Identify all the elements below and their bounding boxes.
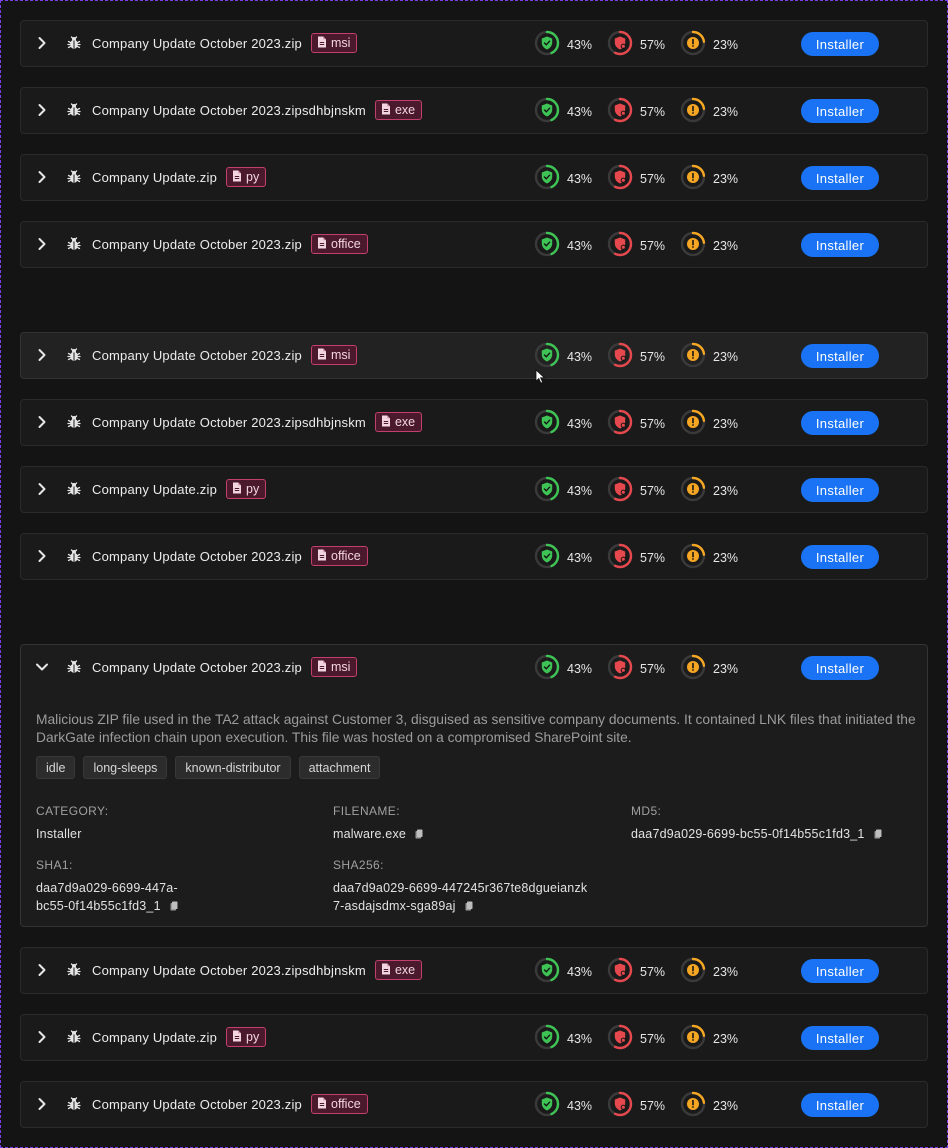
suspicious-score xyxy=(680,957,738,986)
malicious-score xyxy=(607,654,665,683)
chevron-right-icon[interactable] xyxy=(34,1029,50,1045)
bug-icon xyxy=(66,102,82,118)
clean-score xyxy=(534,543,592,572)
file-name: Company Update.zip xyxy=(92,1030,217,1045)
sha256-field xyxy=(333,858,587,915)
suspicious-score xyxy=(680,30,738,59)
chevron-right-icon[interactable] xyxy=(34,35,50,51)
shield-alert-icon xyxy=(607,231,633,260)
installer-button[interactable]: Installer xyxy=(801,1026,879,1050)
shield-check-icon xyxy=(534,1024,560,1053)
file-row-header[interactable] xyxy=(21,948,927,993)
file-row[interactable] xyxy=(20,332,928,379)
suspicious-percent: 23% xyxy=(713,37,739,52)
file-row-header[interactable] xyxy=(21,467,927,512)
clean-score xyxy=(534,164,592,193)
installer-button[interactable]: Installer xyxy=(801,959,879,983)
suspicious-score xyxy=(680,1091,738,1120)
malicious-percent: 57% xyxy=(640,104,666,119)
md5-field xyxy=(631,804,882,843)
suspicious-score xyxy=(680,476,738,505)
bug-icon xyxy=(66,1096,82,1112)
bug-icon xyxy=(66,962,82,978)
file-type-tag xyxy=(226,167,266,187)
file-row[interactable] xyxy=(20,1014,928,1061)
warning-icon xyxy=(680,476,706,505)
file-type-label: exe xyxy=(394,415,416,429)
clean-percent: 43% xyxy=(567,104,593,119)
document-icon xyxy=(381,415,391,430)
bug-icon xyxy=(66,347,82,363)
malicious-percent: 57% xyxy=(640,37,666,52)
file-row-header[interactable] xyxy=(21,155,927,200)
installer-button[interactable]: Installer xyxy=(801,32,879,56)
suspicious-score xyxy=(680,231,738,260)
shield-alert-icon xyxy=(607,957,633,986)
warning-icon xyxy=(680,409,706,438)
file-row-header[interactable] xyxy=(21,88,927,133)
installer-button[interactable]: Installer xyxy=(801,344,879,368)
sha256-value-line1: daa7d9a029-6699-447245r367te8dgueianzk xyxy=(333,881,588,895)
suspicious-percent: 23% xyxy=(713,171,739,186)
bug-icon xyxy=(66,1029,82,1045)
file-row[interactable] xyxy=(20,87,928,134)
document-icon xyxy=(232,1030,242,1045)
document-icon xyxy=(381,963,391,978)
file-type-label: exe xyxy=(394,963,416,977)
file-row[interactable] xyxy=(20,1081,928,1128)
file-row-header[interactable] xyxy=(21,1015,927,1060)
sha1-value-line2: bc55-0f14b55c1fd3_1 xyxy=(36,899,161,913)
file-name: Company Update October 2023.zip xyxy=(92,237,302,252)
file-group xyxy=(20,20,928,288)
file-type-label: office xyxy=(331,1097,361,1111)
clean-percent: 43% xyxy=(567,171,593,186)
installer-button[interactable]: Installer xyxy=(801,478,879,502)
clean-percent: 43% xyxy=(567,416,593,431)
malicious-percent: 57% xyxy=(640,661,666,676)
clean-percent: 43% xyxy=(567,37,593,52)
document-icon xyxy=(317,237,327,252)
file-name: Company Update October 2023.zipsdhbjnskm xyxy=(92,963,366,978)
warning-icon xyxy=(680,231,706,260)
file-name: Company Update October 2023.zip xyxy=(92,1097,302,1112)
document-icon xyxy=(232,482,242,497)
file-type-tag xyxy=(311,657,357,677)
malicious-score xyxy=(607,957,665,986)
malicious-score xyxy=(607,543,665,572)
suspicious-percent: 23% xyxy=(713,1031,739,1046)
file-row[interactable] xyxy=(20,399,928,446)
bug-icon xyxy=(66,548,82,564)
shield-check-icon xyxy=(534,409,560,438)
malicious-percent: 57% xyxy=(640,349,666,364)
suspicious-score xyxy=(680,409,738,438)
file-type-label: msi xyxy=(331,660,351,674)
warning-icon xyxy=(680,654,706,683)
malicious-percent: 57% xyxy=(640,1098,666,1113)
file-type-label: py xyxy=(246,170,260,184)
file-type-tag xyxy=(375,100,422,120)
shield-alert-icon xyxy=(607,543,633,572)
sha1-value-line1: daa7d9a029-6699-447a- xyxy=(36,881,178,895)
suspicious-percent: 23% xyxy=(713,1098,739,1113)
malicious-percent: 57% xyxy=(640,550,666,565)
document-icon xyxy=(317,660,327,675)
bug-icon xyxy=(66,169,82,185)
shield-check-icon xyxy=(534,1091,560,1120)
filename-field xyxy=(333,804,423,843)
suspicious-percent: 23% xyxy=(713,550,739,565)
suspicious-score xyxy=(680,1024,738,1053)
file-row[interactable] xyxy=(20,466,928,513)
file-type-tag xyxy=(311,546,368,566)
file-row-header[interactable] xyxy=(21,400,927,445)
category-label: CATEGORY: xyxy=(36,804,109,818)
file-row[interactable] xyxy=(20,154,928,201)
filename-value: malware.exe xyxy=(333,827,407,841)
warning-icon xyxy=(680,164,706,193)
suspicious-percent: 23% xyxy=(713,238,739,253)
installer-button[interactable]: Installer xyxy=(801,656,879,680)
chevron-right-icon[interactable] xyxy=(34,347,50,363)
copy-icon[interactable] xyxy=(406,827,423,841)
sha1-field xyxy=(36,858,178,915)
malicious-score xyxy=(607,231,665,260)
chevron-right-icon[interactable] xyxy=(34,414,50,430)
clean-score xyxy=(534,1024,592,1053)
clean-score xyxy=(534,654,592,683)
clean-percent: 43% xyxy=(567,483,593,498)
malicious-score xyxy=(607,164,665,193)
md5-label: MD5: xyxy=(631,804,662,818)
document-icon xyxy=(317,1097,327,1112)
document-icon xyxy=(317,36,327,51)
file-row-header[interactable] xyxy=(21,1082,927,1127)
malicious-score xyxy=(607,476,665,505)
suspicious-score xyxy=(680,164,738,193)
category-field xyxy=(36,804,109,843)
copy-icon[interactable] xyxy=(456,899,473,913)
shield-alert-icon xyxy=(607,164,633,193)
clean-score xyxy=(534,97,592,126)
shield-check-icon xyxy=(534,164,560,193)
chevron-right-icon[interactable] xyxy=(34,102,50,118)
file-row-header[interactable] xyxy=(21,534,927,579)
behavior-chip[interactable]: attachment xyxy=(299,756,381,779)
shield-check-icon xyxy=(534,30,560,59)
file-name: Company Update October 2023.zip xyxy=(92,36,302,51)
installer-button[interactable]: Installer xyxy=(801,99,879,123)
file-row[interactable] xyxy=(20,947,928,994)
chevron-right-icon[interactable] xyxy=(34,236,50,252)
clean-score xyxy=(534,1091,592,1120)
suspicious-percent: 23% xyxy=(713,483,739,498)
md5-value: daa7d9a029-6699-bc55-0f14b55c1fd3_1 xyxy=(631,827,865,841)
warning-icon xyxy=(680,342,706,371)
shield-check-icon xyxy=(534,654,560,683)
behavior-chip[interactable]: idle xyxy=(36,756,75,779)
file-type-tag xyxy=(311,1094,368,1114)
copy-icon[interactable] xyxy=(161,899,178,913)
file-type-label: msi xyxy=(331,36,351,50)
clean-score xyxy=(534,476,592,505)
file-row-header[interactable] xyxy=(21,333,927,378)
file-name: Company Update October 2023.zip xyxy=(92,549,302,564)
file-name: Company Update October 2023.zipsdhbjnskm xyxy=(92,415,366,430)
shield-check-icon xyxy=(534,231,560,260)
document-icon xyxy=(317,549,327,564)
shield-alert-icon xyxy=(607,1024,633,1053)
file-group xyxy=(20,644,928,1148)
clean-percent: 43% xyxy=(567,550,593,565)
clean-percent: 43% xyxy=(567,238,593,253)
file-row[interactable] xyxy=(20,20,928,67)
file-name: Company Update October 2023.zip xyxy=(92,660,302,675)
malicious-score xyxy=(607,1024,665,1053)
file-type-label: office xyxy=(331,237,361,251)
shield-alert-icon xyxy=(607,654,633,683)
clean-score xyxy=(534,409,592,438)
file-name: Company Update October 2023.zipsdhbjnskm xyxy=(92,103,366,118)
warning-icon xyxy=(680,1024,706,1053)
file-description: Malicious ZIP file used in the TA2 attack against Customer 3, disguised as sensitive company documents. It contained LNK files that initiated the DarkGate infection chain upon execution. This file was hosted on a compromised SharePoint site. xyxy=(36,712,916,745)
warning-icon xyxy=(680,543,706,572)
document-icon xyxy=(317,348,327,363)
shield-check-icon xyxy=(534,476,560,505)
bug-icon xyxy=(66,659,82,675)
file-type-tag xyxy=(226,1027,266,1047)
file-row[interactable] xyxy=(20,644,928,927)
clean-percent: 43% xyxy=(567,661,593,676)
shield-check-icon xyxy=(534,543,560,572)
suspicious-score xyxy=(680,342,738,371)
installer-button[interactable]: Installer xyxy=(801,545,879,569)
malicious-percent: 57% xyxy=(640,171,666,186)
clean-percent: 43% xyxy=(567,1098,593,1113)
file-type-label: exe xyxy=(394,103,416,117)
shield-alert-icon xyxy=(607,342,633,371)
bug-icon xyxy=(66,481,82,497)
clean-score xyxy=(534,30,592,59)
document-icon xyxy=(232,170,242,185)
file-type-label: office xyxy=(331,549,361,563)
file-type-tag xyxy=(226,479,266,499)
file-row-header[interactable] xyxy=(21,645,927,690)
file-row[interactable] xyxy=(20,533,928,580)
clean-score xyxy=(534,342,592,371)
chevron-right-icon[interactable] xyxy=(34,1096,50,1112)
installer-button[interactable]: Installer xyxy=(801,1093,879,1117)
file-type-tag xyxy=(311,33,357,53)
installer-button[interactable]: Installer xyxy=(801,166,879,190)
copy-icon[interactable] xyxy=(865,827,882,841)
suspicious-percent: 23% xyxy=(713,416,739,431)
malicious-percent: 57% xyxy=(640,964,666,979)
clean-score xyxy=(534,231,592,260)
shield-check-icon xyxy=(534,957,560,986)
malicious-score xyxy=(607,342,665,371)
malicious-score xyxy=(607,409,665,438)
malicious-percent: 57% xyxy=(640,483,666,498)
suspicious-percent: 23% xyxy=(713,349,739,364)
shield-check-icon xyxy=(534,342,560,371)
malicious-percent: 57% xyxy=(640,1031,666,1046)
file-type-label: msi xyxy=(331,348,351,362)
warning-icon xyxy=(680,30,706,59)
malicious-percent: 57% xyxy=(640,238,666,253)
clean-score xyxy=(534,957,592,986)
file-group xyxy=(20,332,928,600)
document-icon xyxy=(381,103,391,118)
clean-percent: 43% xyxy=(567,964,593,979)
shield-alert-icon xyxy=(607,409,633,438)
shield-alert-icon xyxy=(607,1091,633,1120)
file-type-tag xyxy=(311,234,368,254)
suspicious-percent: 23% xyxy=(713,964,739,979)
malicious-percent: 57% xyxy=(640,416,666,431)
chevron-right-icon[interactable] xyxy=(34,169,50,185)
sha256-value-line2: 7-asdajsdmx-sga89aj xyxy=(333,899,456,913)
installer-button[interactable]: Installer xyxy=(801,233,879,257)
suspicious-score xyxy=(680,543,738,572)
sha1-label: SHA1: xyxy=(36,858,73,872)
category-value: Installer xyxy=(36,827,82,841)
malicious-score xyxy=(607,1091,665,1120)
suspicious-percent: 23% xyxy=(713,104,739,119)
clean-percent: 43% xyxy=(567,349,593,364)
behavior-chip[interactable]: long-sleeps xyxy=(83,756,167,779)
suspicious-score xyxy=(680,97,738,126)
file-type-label: py xyxy=(246,482,260,496)
suspicious-percent: 23% xyxy=(713,661,739,676)
file-name: Company Update.zip xyxy=(92,482,217,497)
bug-icon xyxy=(66,35,82,51)
filename-label: FILENAME: xyxy=(333,804,400,818)
suspicious-score xyxy=(680,654,738,683)
file-row-header[interactable] xyxy=(21,21,927,66)
behavior-chips xyxy=(36,756,380,779)
file-type-label: py xyxy=(246,1030,260,1044)
file-row-header[interactable] xyxy=(21,222,927,267)
warning-icon xyxy=(680,957,706,986)
malicious-score xyxy=(607,97,665,126)
shield-alert-icon xyxy=(607,97,633,126)
behavior-chip[interactable]: known-distributor xyxy=(175,756,290,779)
chevron-right-icon[interactable] xyxy=(34,548,50,564)
chevron-right-icon[interactable] xyxy=(34,481,50,497)
chevron-right-icon[interactable] xyxy=(34,962,50,978)
file-name: Company Update.zip xyxy=(92,170,217,185)
shield-check-icon xyxy=(534,97,560,126)
file-name: Company Update October 2023.zip xyxy=(92,348,302,363)
malicious-score xyxy=(607,30,665,59)
installer-button[interactable]: Installer xyxy=(801,411,879,435)
bug-icon xyxy=(66,414,82,430)
chevron-down-icon[interactable] xyxy=(34,659,50,675)
mouse-cursor-icon xyxy=(535,369,546,384)
file-type-tag xyxy=(375,960,422,980)
shield-alert-icon xyxy=(607,30,633,59)
warning-icon xyxy=(680,1091,706,1120)
file-row[interactable] xyxy=(20,221,928,268)
shield-alert-icon xyxy=(607,476,633,505)
bug-icon xyxy=(66,236,82,252)
sha256-label: SHA256: xyxy=(333,858,384,872)
file-type-tag xyxy=(311,345,357,365)
clean-percent: 43% xyxy=(567,1031,593,1046)
warning-icon xyxy=(680,97,706,126)
file-type-tag xyxy=(375,412,422,432)
